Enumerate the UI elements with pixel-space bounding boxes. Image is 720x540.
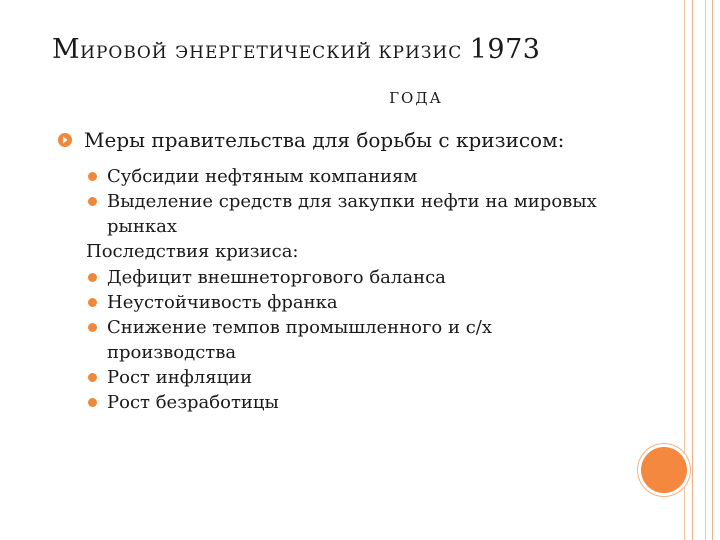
title-first-letter: М <box>52 34 81 65</box>
main-bullet-item <box>58 128 648 152</box>
consequence-item <box>58 315 648 365</box>
orange-dot-bullet-icon <box>88 373 97 382</box>
measure-item <box>58 164 648 189</box>
consequence-text: Рост безработицы <box>107 392 279 413</box>
orange-dot-bullet-icon <box>88 298 97 307</box>
consequences-heading: Последствия кризиса: <box>86 241 299 262</box>
title-first-word-rest: ИРОВОЙ <box>80 43 168 63</box>
measure-text-continuation: рынках <box>107 216 177 237</box>
slide-content <box>58 128 648 415</box>
consequence-text: Неустойчивость франка <box>107 292 338 313</box>
orange-dot-bullet-icon <box>88 323 97 332</box>
title-words: ЭНЕРГЕТИЧЕСКИЙ КРИЗИС <box>175 43 463 63</box>
frame-line <box>712 0 713 540</box>
title-line-2: ГОДА <box>389 89 443 107</box>
consequence-text: Рост инфляции <box>107 367 253 388</box>
consequence-item <box>58 365 648 390</box>
consequence-item <box>58 290 648 315</box>
orange-dot-bullet-icon <box>88 197 97 206</box>
measure-item <box>58 189 648 239</box>
frame-line <box>705 0 706 540</box>
consequence-item <box>58 265 648 290</box>
orange-dot-bullet-icon <box>88 273 97 282</box>
frame-line <box>692 0 693 540</box>
circle-arrow-bullet-icon <box>58 133 72 147</box>
measure-text: Выделение средств для закупки нефти на мировых <box>107 191 597 212</box>
measure-text: Субсидии нефтяным компаниям <box>107 166 418 187</box>
consequence-text: Дефицит внешнеторгового баланса <box>107 267 446 288</box>
consequence-text-continuation: производства <box>107 342 237 363</box>
orange-circle-decoration <box>641 447 687 493</box>
consequence-item <box>58 390 648 415</box>
orange-dot-bullet-icon <box>88 398 97 407</box>
slide-title <box>52 36 652 106</box>
main-bullet-text: Меры правительства для борьбы с кризисом: <box>84 128 565 152</box>
consequence-text: Снижение темпов промышленного и с/х <box>107 317 492 338</box>
title-line-1 <box>52 36 652 63</box>
orange-dot-bullet-icon <box>88 172 97 181</box>
title-year: 1973 <box>469 34 541 65</box>
